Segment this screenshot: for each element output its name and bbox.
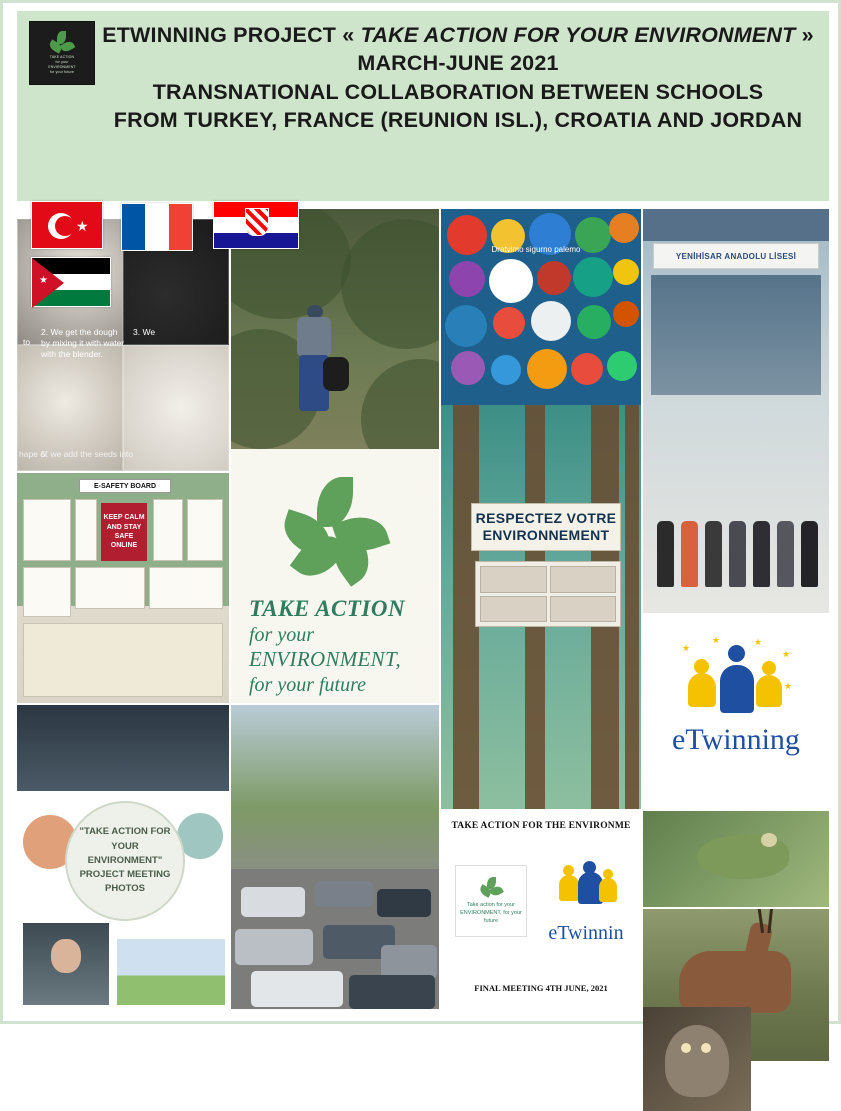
traffic-photo (231, 705, 439, 1009)
project-logo-small: Take action for your ENVIRONMENT, for your future (455, 865, 527, 937)
title-line-2: MARCH-JUNE 2021 (357, 51, 559, 76)
flag-france (121, 203, 193, 251)
student-figure (289, 305, 343, 427)
poster-title (95, 11, 829, 135)
school-name-sign: YENİHİSAR ANADOLU LİSESİ (653, 243, 819, 269)
project-slogan (249, 595, 429, 697)
seedbomb-caption-step5: 5. we add the seeds into (41, 449, 134, 459)
seedbomb-caption-partial: to (23, 337, 31, 347)
slogan-line-3: ENVIRONMENT, (249, 647, 401, 672)
garbage-bag-icon (323, 357, 349, 391)
bottle-caps-photo (441, 209, 641, 405)
frog-photo (643, 811, 829, 907)
seedbomb-caption-step4: hape of (19, 449, 48, 459)
video-call-thumbnail (23, 923, 109, 1005)
final-meeting-date: FINAL MEETING 4TH JUNE, 2021 (474, 983, 608, 993)
project-slogan-tile (231, 449, 439, 703)
caps-poster-text: Dratvimo sigurno palemo (491, 245, 581, 254)
respectez-environnement-photo (441, 405, 641, 809)
title-line-1: ETWINNING PROJECT « TAKE ACTION FOR YOUR ENVIRONMENT » (102, 23, 814, 47)
leaf-logo-icon (291, 479, 379, 567)
display-board (475, 561, 621, 627)
final-meeting-title: TAKE ACTION FOR THE ENVIRONME (451, 821, 631, 831)
etwinning-mark-icon: ★ ★ ★ ★ ★ (684, 641, 788, 713)
project-meeting-photo (17, 705, 229, 1009)
title-line-4: FROM TURKEY, FRANCE (REUNION ISL.), CROATIA AND JORDAN (113, 108, 803, 133)
project-logo (29, 21, 95, 85)
slogan-line-4: for your future (249, 674, 367, 697)
slogan-line-2: for your (249, 624, 314, 647)
flag-jordan: ★ (31, 257, 111, 307)
final-meeting-card (441, 811, 641, 1009)
slogan-line-1: TAKE ACTION (249, 596, 406, 621)
leaf-icon-small (481, 877, 501, 897)
flag-croatia (213, 201, 299, 249)
seedbomb-caption-step2: 2. We get the dough by mixing it with water with the blender. (41, 327, 125, 360)
leaf-icon (51, 31, 73, 53)
meeting-photos-caption: "TAKE ACTION FOR YOUR ENVIRONMENT" PROJECT MEETING PHOTOS (65, 801, 185, 921)
esafety-board-title: E-SAFETY BOARD (79, 479, 171, 493)
title-line-3: TRANSNATIONAL COLLABORATION BETWEEN SCHOOLS (152, 79, 764, 104)
photo-collage (17, 201, 829, 1017)
etwinning-wordmark: eTwinning (672, 723, 800, 756)
landscape-thumbnail (117, 939, 225, 1005)
country-flags (17, 201, 317, 321)
project-logo-caption: TAKE ACTION for your ENVIRONMENT for your future (48, 54, 76, 75)
keep-calm-poster: KEEP CALM AND STAY SAFE ONLINE (101, 503, 147, 561)
school-building-photo (643, 209, 829, 613)
poster-header (17, 11, 829, 201)
flag-turkey: ★ (31, 201, 103, 249)
lemur-photo (643, 1007, 751, 1111)
etwinning-mark-icon-small (539, 861, 633, 945)
seedbomb-caption-step3: 3. We (133, 327, 156, 337)
respectez-sign: RESPECTEZ VOTRE ENVIRONNEMENT (471, 503, 621, 551)
etwinning-wordmark-small: eTwinnin (548, 922, 624, 944)
esafety-board-photo (17, 473, 229, 703)
etwinning-logo-tile (643, 615, 829, 809)
